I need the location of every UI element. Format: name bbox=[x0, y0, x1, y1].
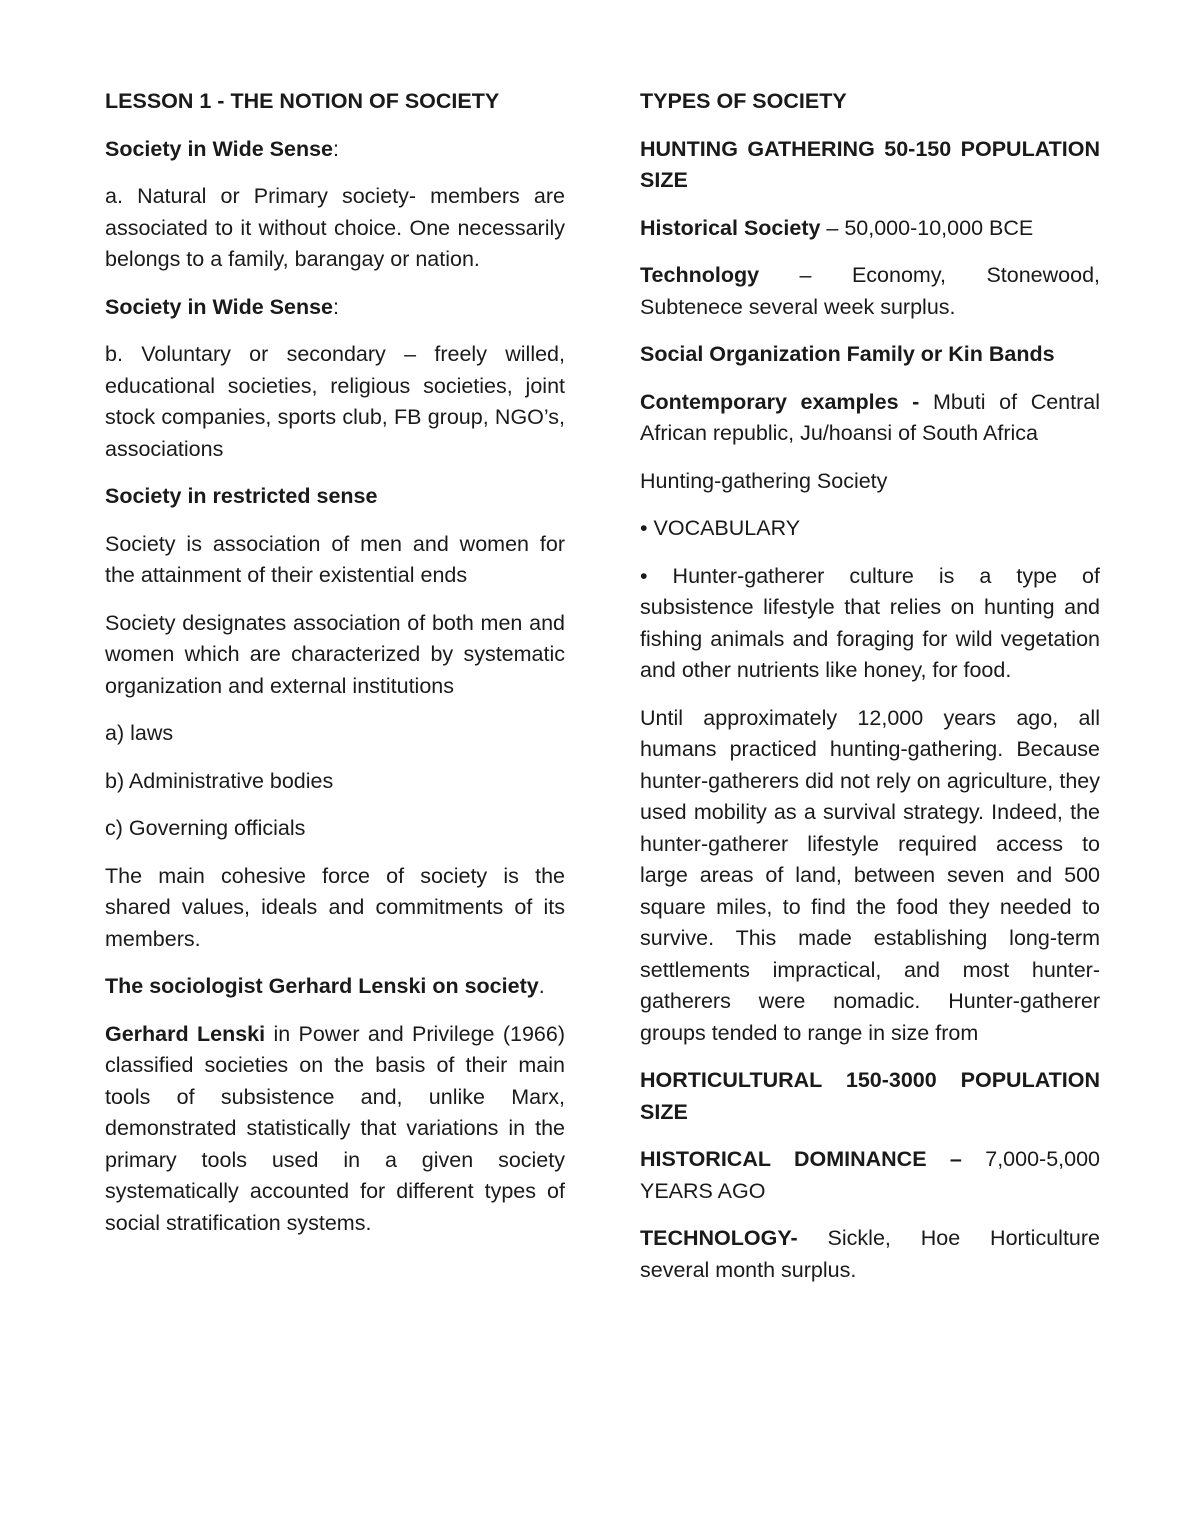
voluntary-secondary-paragraph: b. Voluntary or secondary – freely willed, educational societies, religious societies, joint stock companies, sports club, FB group, NGO’s, associations bbox=[105, 342, 565, 461]
right-column bbox=[640, 86, 1100, 1302]
wide-sense-heading bbox=[105, 134, 565, 166]
lenski-heading-suffix: . bbox=[538, 974, 545, 998]
horticultural-heading: HORTICULTURAL 150-3000 POPULATION SIZE bbox=[640, 1068, 1100, 1124]
lenski-heading-label: The sociologist Gerhard Lenski on society bbox=[105, 974, 539, 998]
technology-horticulture-label: TECHNOLOGY- bbox=[640, 1226, 798, 1250]
historical-dominance-line bbox=[640, 1144, 1100, 1207]
designates-paragraph: Society designates association of both men and women which are characterized by systematic organization and external institutions bbox=[105, 610, 565, 698]
lenski-heading bbox=[105, 971, 565, 1003]
historical-dominance-label: HISTORICAL DOMINANCE – bbox=[640, 1147, 962, 1171]
historical-society-text: – 50,000-10,000 BCE bbox=[820, 215, 1034, 240]
hunting-gathering-heading-text: HUNTING GATHERING 50-150 POPULATION SIZE bbox=[640, 136, 1100, 192]
contemporary-examples-line bbox=[640, 387, 1100, 450]
social-organization-line: Social Organization Family or Kin Bands bbox=[640, 342, 1055, 366]
contemporary-examples-text: Mbuti of Central African republic, Ju/hoansi of South Africa bbox=[640, 389, 1100, 445]
left-column bbox=[105, 86, 565, 1255]
types-of-society-title: TYPES OF SOCIETY bbox=[640, 89, 847, 113]
lenski-text: in Power and Privilege (1966) classified societies on the basis of their main tools of subsistence and, unlike Marx, demonstrated statistically that variations in the primary tools used in a given society systematically accounted for different types of social stratification systems. bbox=[105, 1021, 565, 1235]
technology-text: – Economy, Stonewood, Subtenece several week surplus. bbox=[640, 263, 1100, 319]
institution-item: b) Administrative bodies bbox=[105, 768, 334, 793]
wide-sense-suffix: : bbox=[333, 136, 340, 161]
technology-label: Technology bbox=[640, 263, 760, 287]
lenski-name: Gerhard Lenski bbox=[105, 1021, 266, 1046]
historical-society-label: Historical Society bbox=[640, 215, 821, 240]
wide-sense-suffix: : bbox=[333, 294, 340, 319]
contemporary-examples-label: Contemporary examples - bbox=[640, 389, 920, 414]
hunter-gatherer-culture-bullet: • Hunter-gatherer culture is a type of subsistence lifestyle that relies on hunting and fishing animals and foraging for wild vegetation and other nutrients like honey, for food. bbox=[640, 563, 1100, 682]
institution-item: a) laws bbox=[105, 721, 174, 745]
hunting-gathering-society-label: Hunting-gathering Society bbox=[640, 468, 888, 493]
technology-horticulture-line bbox=[640, 1223, 1100, 1286]
cohesive-force-paragraph: The main cohesive force of society is the shared values, ideals and commitments of its members. bbox=[105, 863, 565, 951]
historical-dominance-text: 7,000-5,000 YEARS AGO bbox=[640, 1147, 1100, 1203]
technology-line bbox=[640, 260, 1100, 323]
restricted-sense-heading: Society in restricted sense bbox=[105, 484, 378, 508]
institution-item: c) Governing officials bbox=[105, 816, 306, 840]
lesson-title: LESSON 1 - THE NOTION OF SOCIETY bbox=[105, 89, 500, 113]
until-approximately-paragraph: Until approximately 12,000 years ago, all humans practiced hunting-gathering. Because hunter-gatherers did not rely on agriculture, they used mobility as a survival strategy. Indeed, the hunter-gatherer lifestyle required access to large areas of land, between seven and 500 square miles, to find the food they needed to survive. This made establishing long-term settlements impractical, and most hunter-gatherers were nomadic. Hunter-gatherer groups tended to range in size from bbox=[640, 705, 1100, 1045]
association-paragraph: Society is association of men and women for the attainment of their existential ends bbox=[105, 531, 565, 587]
wide-sense-label: Society in Wide Sense bbox=[105, 294, 334, 319]
hunting-gathering-heading bbox=[640, 134, 1100, 197]
vocabulary-bullet: • VOCABULARY bbox=[640, 516, 801, 540]
wide-sense-label: Society in Wide Sense bbox=[105, 136, 334, 161]
natural-primary-paragraph: a. Natural or Primary society- members are associated to it without choice. One necessarily belongs to a family, barangay or nation. bbox=[105, 184, 565, 271]
historical-society-line bbox=[640, 213, 1100, 245]
lenski-paragraph bbox=[105, 1019, 565, 1240]
technology-horticulture-text: Sickle, Hoe Horticulture several month surplus. bbox=[640, 1226, 1100, 1282]
wide-sense-heading bbox=[105, 292, 565, 324]
